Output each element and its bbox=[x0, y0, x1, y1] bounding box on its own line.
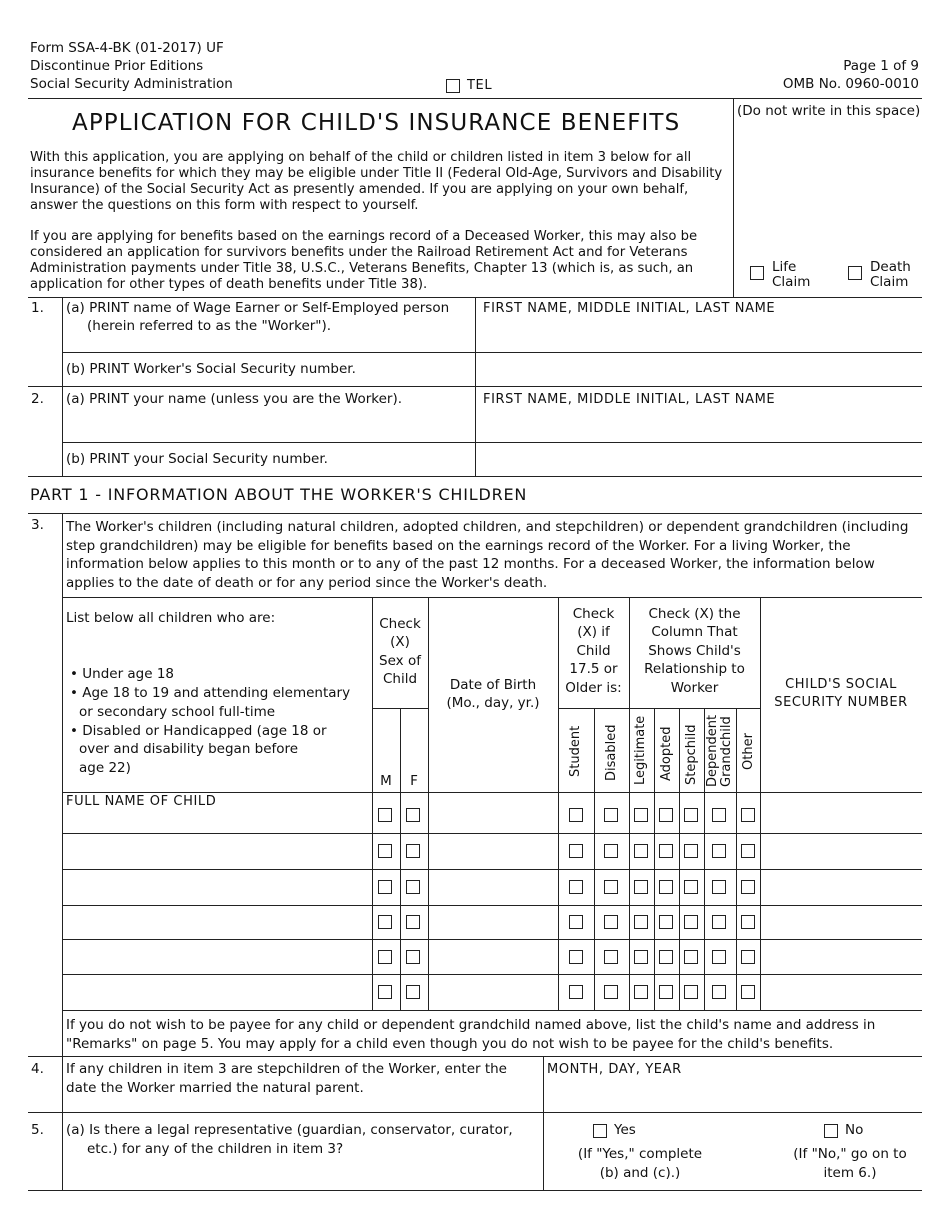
legal-rep-no-checkbox[interactable] bbox=[824, 1124, 838, 1138]
age-header-3: Child bbox=[576, 643, 611, 659]
child-name-field[interactable] bbox=[63, 810, 371, 832]
agency-name: Social Security Administration bbox=[30, 76, 233, 92]
legal-rep-yes-note-2: (b) and (c).) bbox=[599, 1165, 681, 1181]
age-header-4: 17.5 or bbox=[569, 661, 618, 677]
page-title: APPLICATION FOR CHILD'S INSURANCE BENEFITS bbox=[72, 110, 681, 136]
child-ssn-field[interactable] bbox=[761, 794, 921, 832]
female-checkbox[interactable] bbox=[406, 950, 420, 964]
worker-name-field[interactable] bbox=[476, 318, 920, 351]
worker-name-hint: FIRST NAME, MIDDLE INITIAL, LAST NAME bbox=[483, 301, 776, 316]
editions-note: Discontinue Prior Editions bbox=[30, 58, 204, 74]
rel-header-3: Shows Child's bbox=[648, 643, 741, 659]
criteria-disabled-1: • Disabled or Handicapped (age 18 or bbox=[70, 723, 327, 739]
item2-number: 2. bbox=[31, 391, 44, 407]
tel-checkbox[interactable] bbox=[446, 79, 460, 93]
legal-rep-yes-checkbox[interactable] bbox=[593, 1124, 607, 1138]
female-checkbox[interactable] bbox=[406, 880, 420, 894]
child-name-field[interactable] bbox=[63, 834, 371, 868]
female-checkbox[interactable] bbox=[406, 844, 420, 858]
intro-paragraph-2: If you are applying for benefits based on the earnings record of a Deceased Worker, this may also be considered an application for survivors benefits under the Railroad Retirement Act and for Veterans Administration payments under Title 38, U.S.C., Veterans Benefits, Chapter 13 (which is, as such, an application for other types of death benefits under Title 38). bbox=[30, 229, 698, 292]
item5a-text-1: (a) Is there a legal representative (guardian, conservator, curator, bbox=[66, 1122, 513, 1138]
student-checkbox[interactable] bbox=[569, 985, 583, 999]
male-checkbox[interactable] bbox=[378, 985, 392, 999]
adopted-checkbox[interactable] bbox=[659, 808, 673, 822]
legal-rep-yes-note-1: (If "Yes," complete bbox=[577, 1146, 703, 1162]
student-checkbox[interactable] bbox=[569, 915, 583, 929]
child-name-field[interactable] bbox=[63, 906, 371, 938]
female-checkbox[interactable] bbox=[406, 808, 420, 822]
adopted-checkbox[interactable] bbox=[659, 880, 673, 894]
item4-text-2: date the Worker married the natural parent. bbox=[66, 1080, 364, 1096]
male-checkbox[interactable] bbox=[378, 950, 392, 964]
payee-note: If you do not wish to be payee for any child or dependent grandchild named above, list the child's name and address in "Remarks" on page 5. You may apply for a child even though you do not wish to be payee for the child's benefits. bbox=[66, 1017, 876, 1052]
full-name-header: FULL NAME OF CHILD bbox=[66, 794, 217, 809]
male-checkbox[interactable] bbox=[378, 808, 392, 822]
student-checkbox[interactable] bbox=[569, 844, 583, 858]
criteria-disabled-3: age 22) bbox=[79, 760, 131, 776]
child-ssn-field[interactable] bbox=[761, 870, 921, 904]
child-name-field[interactable] bbox=[63, 975, 371, 1009]
student-checkbox[interactable] bbox=[569, 808, 583, 822]
child-ssn-field[interactable] bbox=[761, 975, 921, 1009]
disabled-checkbox[interactable] bbox=[604, 844, 618, 858]
item1a-label-2: (herein referred to as the "Worker"). bbox=[87, 318, 332, 334]
student-checkbox[interactable] bbox=[569, 950, 583, 964]
part1-heading: PART 1 - INFORMATION ABOUT THE WORKER'S CHILDREN bbox=[30, 485, 528, 504]
dependent-grandchild-checkbox[interactable] bbox=[712, 808, 726, 822]
legal-rep-no-note-2: item 6.) bbox=[823, 1165, 877, 1181]
adopted-checkbox[interactable] bbox=[659, 950, 673, 964]
other-checkbox[interactable] bbox=[741, 808, 755, 822]
item2b-label: (b) PRINT your Social Security number. bbox=[66, 451, 328, 467]
item1a-label-1: (a) PRINT name of Wage Earner or Self-Employed person bbox=[66, 300, 450, 316]
col-student: Student bbox=[568, 725, 583, 777]
item4-text-1: If any children in item 3 are stepchildren of the Worker, enter the bbox=[66, 1061, 507, 1077]
sex-header-2: (X) bbox=[390, 634, 410, 650]
child-ssn-field[interactable] bbox=[761, 940, 921, 973]
legitimate-checkbox[interactable] bbox=[634, 880, 648, 894]
applicant-name-hint: FIRST NAME, MIDDLE INITIAL, LAST NAME bbox=[483, 392, 776, 407]
item4-number: 4. bbox=[31, 1061, 44, 1077]
disabled-checkbox[interactable] bbox=[604, 950, 618, 964]
page-number: Page 1 of 9 bbox=[843, 58, 919, 74]
other-checkbox[interactable] bbox=[741, 880, 755, 894]
col-dependent-2: Grandchild bbox=[719, 716, 734, 787]
omb-number: OMB No. 0960-0010 bbox=[782, 76, 919, 92]
col-dependent-1: Dependent bbox=[705, 714, 720, 787]
item5-number: 5. bbox=[31, 1122, 44, 1138]
death-claim-label-1: Death bbox=[870, 259, 911, 275]
stepchild-checkbox[interactable] bbox=[684, 844, 698, 858]
legal-rep-yes-label: Yes bbox=[614, 1122, 636, 1138]
child-dob-field[interactable] bbox=[429, 940, 557, 973]
col-stepchild: Stepchild bbox=[684, 724, 699, 785]
other-checkbox[interactable] bbox=[741, 950, 755, 964]
stepchild-checkbox[interactable] bbox=[684, 985, 698, 999]
worker-ssn-field[interactable] bbox=[476, 353, 920, 385]
dob-header-1: Date of Birth bbox=[449, 677, 537, 693]
col-disabled: Disabled bbox=[604, 724, 619, 781]
child-dob-field[interactable] bbox=[429, 834, 557, 868]
other-checkbox[interactable] bbox=[741, 985, 755, 999]
stepchild-checkbox[interactable] bbox=[684, 880, 698, 894]
legitimate-checkbox[interactable] bbox=[634, 985, 648, 999]
life-claim-label-1: Life bbox=[772, 259, 797, 275]
dob-header-2: (Mo., day, yr.) bbox=[446, 695, 540, 711]
disabled-checkbox[interactable] bbox=[604, 880, 618, 894]
adopted-checkbox[interactable] bbox=[659, 915, 673, 929]
male-checkbox[interactable] bbox=[378, 915, 392, 929]
male-checkbox[interactable] bbox=[378, 880, 392, 894]
age-header-1: Check bbox=[572, 606, 615, 622]
adopted-checkbox[interactable] bbox=[659, 985, 673, 999]
item3-number: 3. bbox=[31, 517, 44, 533]
death-claim-label-2: Claim bbox=[870, 274, 909, 290]
child-name-field[interactable] bbox=[63, 870, 371, 904]
ssn-header-2: SECURITY NUMBER bbox=[774, 695, 908, 710]
sex-header-3: Sex of bbox=[379, 653, 421, 669]
dependent-grandchild-checkbox[interactable] bbox=[712, 915, 726, 929]
rel-header-2: Column That bbox=[651, 624, 738, 640]
col-adopted: Adopted bbox=[659, 726, 674, 781]
ssn-header-1: CHILD'S SOCIAL bbox=[785, 677, 897, 692]
item3-intro: The Worker's children (including natural children, adopted children, and stepchildren) or dependent grandchildren (including step grandchildren) may be eligible for benefits based on the earnings record of the Worker. For a living Worker, the information below applies to this month or to any of the past 12 months. For a deceased Worker, the information below applies to the date of death or for any period since the Worker's death. bbox=[66, 519, 909, 591]
female-header: F bbox=[410, 773, 418, 789]
student-checkbox[interactable] bbox=[569, 880, 583, 894]
disabled-checkbox[interactable] bbox=[604, 808, 618, 822]
sex-header-4: Child bbox=[382, 671, 418, 687]
life-claim-label-2: Claim bbox=[772, 274, 811, 290]
male-checkbox[interactable] bbox=[378, 844, 392, 858]
rel-header-1: Check (X) the bbox=[648, 606, 741, 622]
col-other: Other bbox=[741, 733, 756, 770]
female-checkbox[interactable] bbox=[406, 915, 420, 929]
child-name-field[interactable] bbox=[63, 940, 371, 973]
child-dob-field[interactable] bbox=[429, 870, 557, 904]
applicant-name-field[interactable] bbox=[476, 409, 920, 441]
dependent-grandchild-checkbox[interactable] bbox=[712, 880, 726, 894]
rel-header-4: Relationship to bbox=[644, 661, 745, 677]
item2a-label: (a) PRINT your name (unless you are the Worker). bbox=[66, 391, 403, 407]
stepchild-checkbox[interactable] bbox=[684, 915, 698, 929]
female-checkbox[interactable] bbox=[406, 985, 420, 999]
col-legitimate: Legitimate bbox=[633, 715, 648, 785]
form-id: Form SSA-4-BK (01-2017) UF bbox=[30, 40, 224, 56]
criteria-disabled-2: over and disability began before bbox=[79, 741, 299, 757]
legitimate-checkbox[interactable] bbox=[634, 915, 648, 929]
dependent-grandchild-checkbox[interactable] bbox=[712, 985, 726, 999]
legal-rep-no-note-1: (If "No," go on to bbox=[793, 1146, 907, 1162]
legitimate-checkbox[interactable] bbox=[634, 808, 648, 822]
intro-paragraph-1: With this application, you are applying on behalf of the child or children listed in item 3 below for all insurance benefits for which they may be eligible under Title II (Federal Old-Age, Survivors and Disability Insurance) of the Social Security Act as presently amended. If you are applying on your own behalf, answer the questions on this form with respect to yourself. bbox=[30, 150, 723, 213]
dependent-grandchild-checkbox[interactable] bbox=[712, 950, 726, 964]
rel-header-5: Worker bbox=[670, 680, 719, 696]
tel-label: TEL bbox=[467, 78, 493, 93]
male-header: M bbox=[380, 773, 392, 789]
child-dob-field[interactable] bbox=[429, 906, 557, 938]
legitimate-checkbox[interactable] bbox=[634, 844, 648, 858]
criteria-student-2: or secondary school full-time bbox=[79, 704, 276, 720]
age-header-2: (X) if bbox=[577, 624, 610, 640]
marriage-date-hint: MONTH, DAY, YEAR bbox=[547, 1062, 682, 1077]
marriage-date-field[interactable] bbox=[544, 1078, 920, 1111]
life-claim-checkbox[interactable] bbox=[750, 266, 764, 280]
disabled-checkbox[interactable] bbox=[604, 985, 618, 999]
age-header-5: Older is: bbox=[565, 680, 622, 696]
item1b-label: (b) PRINT Worker's Social Security number. bbox=[66, 361, 356, 377]
applicant-ssn-field[interactable] bbox=[476, 443, 920, 475]
child-ssn-field[interactable] bbox=[761, 906, 921, 938]
criteria-student-1: • Age 18 to 19 and attending elementary bbox=[70, 685, 351, 701]
child-dob-field[interactable] bbox=[429, 975, 557, 1009]
stepchild-checkbox[interactable] bbox=[684, 808, 698, 822]
stepchild-checkbox[interactable] bbox=[684, 950, 698, 964]
legitimate-checkbox[interactable] bbox=[634, 950, 648, 964]
other-checkbox[interactable] bbox=[741, 915, 755, 929]
death-claim-checkbox[interactable] bbox=[848, 266, 862, 280]
dependent-grandchild-checkbox[interactable] bbox=[712, 844, 726, 858]
sex-header-1: Check bbox=[379, 616, 421, 632]
other-checkbox[interactable] bbox=[741, 844, 755, 858]
item5a-text-2: etc.) for any of the children in item 3? bbox=[87, 1141, 344, 1157]
office-use-note: (Do not write in this space) bbox=[737, 103, 921, 119]
criteria-under-18: • Under age 18 bbox=[70, 666, 175, 682]
adopted-checkbox[interactable] bbox=[659, 844, 673, 858]
legal-rep-no-label: No bbox=[845, 1122, 864, 1138]
child-ssn-field[interactable] bbox=[761, 834, 921, 868]
disabled-checkbox[interactable] bbox=[604, 915, 618, 929]
item1-number: 1. bbox=[31, 300, 44, 316]
child-dob-field[interactable] bbox=[429, 794, 557, 832]
list-title: List below all children who are: bbox=[66, 610, 276, 626]
